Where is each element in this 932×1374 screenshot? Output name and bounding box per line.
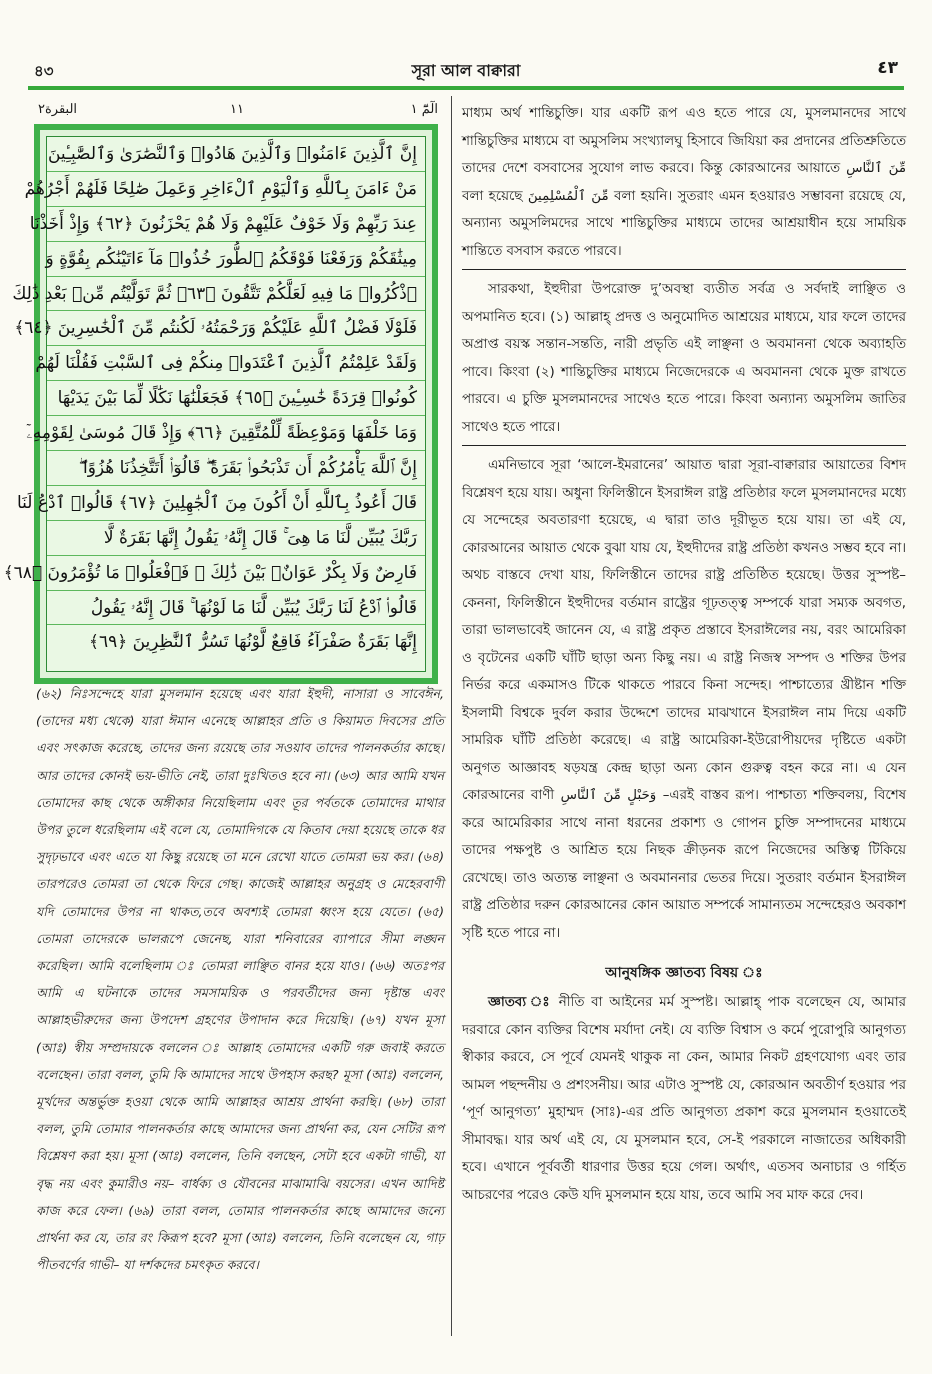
- quran-line: فَارِضٌ وَلَا بِكْرٌ عَوَانٌۢ بَيْنَ ذَٰلِكَ ۖ فَٱفْعَلُوا۟ مَا تُؤْمَرُونَ ﴿٦٨﴾: [47, 556, 425, 591]
- quran-line: وَمَا خَلْفَهَا وَمَوْعِظَةً لِّلْمُتَّقِينَ ﴿٦٦﴾ وَإِذْ قَالَ مُوسَىٰ لِقَوْمِهِۦٓ: [47, 416, 425, 451]
- note-label: জ্ঞাতব্য ঃ: [488, 995, 552, 1010]
- commentary-paragraph-4: [462, 989, 906, 1209]
- quran-panel-header: [34, 100, 442, 122]
- bengali-translation: (৬২) নিঃসন্দেহে যারা মুসলমান হয়েছে এবং যারা ইহুদী, নাসারা ও সাবেঈন, (তাদের মধ্য থেকে) যারা ঈমান এনেছে আল্লাহর প্রতি ও কিয়ামত দিবসের প্রতি এবং সৎকাজ করেছে, তাদের জন্য রয়েছে তার সওয়াব তাদের পালনকর্তার কাছে। আর তাদের কোনই ভয়-ভীতি নেই, তারা দুঃখিতও হবে না। (৬৩) আর আমি যখন তোমাদের কাছ থেকে অঙ্গীকার নিয়েছিলাম এবং তূর পর্বতকে তোমাদের মাথার উপর তুলে ধরেছিলাম এই বলে যে, তোমাদিগকে যে কিতাব দেয়া হয়েছে তাকে ধর সুদৃঢ়ভাবে এবং এতে যা কিছু রয়েছে তা মনে রেখো যাতে তোমরা ভয় কর। (৬৪) তারপরেও তোমরা তা থেকে ফিরে গেছ। কাজেই আল্লাহর অনুগ্রহ ও মেহেরবাণী যদি তোমাদের উপর না থাকত,তবে অবশ্যই তোমরা ধ্বংস হয়ে যেতে। (৬৫) তোমরা তাদেরকে ভালরূপে জেনেছ, যারা শনিবারের ব্যাপারে সীমা লঙ্ঘন করেছিল। আমি বলেছিলাম ঃ তোমরা লাঞ্ছিত বানর হয়ে যাও। (৬৬) অতঃপর আমি এ ঘটনাকে তাদের সমসাময়িক ও পরবর্তীদের জন্য দৃষ্টান্ত এবং আল্লাহভীরুদের জন্য উপদেশ গ্রহণের উপাদান করে দিয়েছি। (৬৭) যখন মূসা (আঃ) স্বীয় সম্প্রদায়কে বললেন ঃ আল্লাহ তোমাদের একটি গরু জবাই করতে বলেছেন। তারা বলল, তুমি কি আমাদের সাথে উপহাস করছ? মূসা (আঃ) বললেন, মূর্খদের অন্তর্ভুক্ত হওয়া থেকে আমি আল্লাহর আশ্রয় প্রার্থনা করছি। (৬৮) তারা বলল, তুমি তোমার পালনকর্তার কাছে আমাদের জন্য প্রার্থনা কর, যেন সেটির রূপ বিশ্লেষণ করা হয়। মূসা (আঃ) বললেন, তিনি বলছেন, সেটা হবে একটা গাভী, যা বৃদ্ধ নয় এবং কুমারীও নয়– বার্ধক্য ও যৌবনের মাঝামাঝি বয়সের। এখন আদিষ্ট কাজ করে ফেল। (৬৯) তারা বলল, তোমার পালনকর্তার কাছে আমাদের জন্যে প্রার্থনা কর যে, তার রং কিরূপ হবে? মূসা (আঃ) বললেন, তিনি বলেছেন যে, গাঢ় পীতবর্ণের গাভী– যা দর্শকদের চমৎকৃত করবে।: [36, 686, 445, 1273]
- quran-line: ٱذْكُرُوا۟ مَا فِيهِ لَعَلَّكُمْ تَتَّقُونَ ﴿٦٣﴾ ثُمَّ تَوَلَّيْتُم مِّنۢ بَعْدِ ذَٰلِكَ: [47, 277, 425, 312]
- quran-line: قَالَ أَعُوذُ بِٱللَّهِ أَنْ أَكُونَ مِنَ ٱلْجَٰهِلِينَ ﴿٦٧﴾ قَالُوا۟ ٱدْعُ لَنَا: [47, 486, 425, 521]
- commentary-paragraph-2: সারকথা, ইহুদীরা উপরোক্ত দু’অবস্থা ব্যতীত সর্বত্র ও সর্বদাই লাঞ্ছিত ও অপমানিত হবে। (১) আল্লাহ্ প্রদত্ত ও অনুমোদিত আশ্রয়ের মাধ্যমে, যার ফলে তাদের অপ্রাপ্ত বয়স্ক সন্তান-সন্ততি, নারী প্রভৃতি এই লাঞ্ছনা ও অবমাননা থেকে অব্যাহতি পাবে। কিংবা (২) শান্তিচুক্তির মাধ্যমে নিজেদেরকে এ অবমাননা থেকে মুক্ত রাখতে পারবে। এ চুক্তি মুসলমানদের সাথেও হতে পারে। কিংবা অন্যান্য অমুসলিম জাতির সাথেও হতে পারে।: [462, 282, 906, 435]
- commentary-column: [462, 100, 906, 1209]
- quran-line: مِيثَٰقَكُمْ وَرَفَعْنَا فَوْقَكُمُ ٱلطُّورَ خُذُوا۟ مَآ ءَاتَيْنَٰكُم بِقُوَّةٍ وَ: [47, 242, 425, 277]
- quran-line: وَلَقَدْ عَلِمْتُمُ ٱلَّذِينَ ٱعْتَدَوا۟ مِنكُمْ فِى ٱلسَّبْتِ فَقُلْنَا لَهُمْ: [47, 346, 425, 381]
- quran-line: رَبَّكَ يُبَيِّن لَّنَا مَا هِىَ ۚ قَالَ إِنَّهُۥ يَقُولُ إِنَّهَا بَقَرَةٌ لَّا: [47, 521, 425, 556]
- divider: [462, 445, 906, 446]
- quran-line: فَلَوْلَا فَضْلُ ٱللَّهِ عَلَيْكُمْ وَرَحْمَتُهُۥ لَكُنتُم مِّنَ ٱلْخَٰسِرِينَ ﴿٦٤﴾: [47, 311, 425, 346]
- quran-line: إِنَّهَا بَقَرَةٌ صَفْرَآءُ فَاقِعٌ لَّوْنُهَا تَسُرُّ ٱلنَّٰظِرِينَ ﴿٦٩﴾: [89, 632, 417, 653]
- quran-line: إِنَّ ٱللَّهَ يَأْمُرُكُمْ أَن تَذْبَحُوا۟ بَقَرَةً ۖ قَالُوٓا۟ أَتَتَّخِذُنَا هُزُوًا ۖ: [47, 451, 425, 486]
- quran-lines: [3, 136, 426, 672]
- ruku-number: ١١: [230, 102, 244, 117]
- section-heading: আনুষঙ্গিক জ্ঞাতব্য বিষয় ঃ: [605, 965, 763, 981]
- column-divider: [451, 96, 452, 1336]
- quran-line: إِنَّ ٱلَّذِينَ ءَامَنُوا۟ وَٱلَّذِينَ هَادُوا۟ وَٱلنَّصَٰرَىٰ وَٱلصَّٰبِـِٔينَ: [47, 137, 425, 172]
- page-number-bengali: ৪৩: [34, 62, 54, 80]
- quran-line: عِندَ رَبِّهِمْ وَلَا خَوْفٌ عَلَيْهِمْ وَلَا هُمْ يَحْزَنُونَ ﴿٦٢﴾ وَإِذْ أَخَذْنَا: [47, 207, 425, 242]
- commentary-paragraph-1: মাধ্যম অর্থ শান্তিচুক্তি। যার একটি রূপ এও হতে পারে যে, মুসলমানদের সাথে শান্তিচুক্তির মাধ্যমে বা অমুসলিম সংখ্যালঘু হিসাবে জিযিয়া কর প্রদানের প্রতিশ্রুতিতে তাদের দেশে বসবাসের সুযোগ লাভ করবে। কিন্তু কোরআনের আয়াতে مِّنَ ٱلنَّاسِ বলা হয়েছে مِّنَ ٱلْمُسْلِمِينَ বলা হয়নি। সুতরাং এমন হওয়ারও সম্ভাবনা রয়েছে যে, অন্যান্য অমুসলিমদের সাথে শান্তিচুক্তির মাধ্যমে তাদের আশ্রয়াধীন হয়ে সাময়িক শান্তিতে বসবাস করতে পারবে।: [462, 106, 906, 259]
- surah-label: البقرة٢: [38, 102, 78, 117]
- page-number-arabic: ٤٣: [877, 58, 898, 78]
- commentary-paragraph-3: এমনিভাবে সূরা ‘আলে-ইমরানের’ আয়াত দ্বারা সূরা-বাক্বারার আয়াতের বিশদ বিশ্লেষণ হয়ে যায়। অধুনা ফিলিস্তীনে ইসরাঈল রাষ্ট্র প্রতিষ্ঠার ফলে মুসলমানদের মধ্যে যে সন্দেহের অবতারণা হয়েছে, এ দ্বারা তাও দূরীভূত হয়ে যায়। তা এই যে, কোরআনের আয়াত থেকে বুঝা যায় যে, ইহুদীদের রাষ্ট্র প্রতিষ্ঠা কখনও সম্ভব হবে না। অথচ বাস্তবে দেখা যায়, ফিলিস্তীনে তাদের রাষ্ট্র প্রতিষ্ঠিত হয়েছে। উত্তর সুস্পষ্ট– কেননা, ফিলিস্তীনে ইহুদীদের বর্তমান রাষ্ট্রের গূঢ়তত্ত্ব সম্পর্কে যারা সম্যক অবগত, তারা ভালভাবেই জানেন যে, এ রাষ্ট্র প্রকৃত প্রস্তাবে ইসরাঈলের নয়, বরং আমেরিকা ও বৃটেনের একটি ঘাঁটি ছাড়া অন্য কিছু নয়। এ রাষ্ট্র নিজস্ব সম্পদ ও শক্তির উপর নির্ভর করে একমাসও টিকে থাকতে পারবে কিনা সন্দেহ। পাশ্চাত্যের খ্রীষ্টান শক্তি ইসলামী বিশ্বকে দুর্বল করার উদ্দেশে তাদের মাঝখানে ইসরাঈল নাম দিয়ে একটি সামরিক ঘাঁটি প্রতিষ্ঠা করেছে। এ রাষ্ট্র আমেরিকা-ইউরোপীয়দের দৃষ্টিতে একটা অনুগত আজ্ঞাবহ ষড়যন্ত্র কেন্দ্র ছাড়া অন্য কোন গুরুত্ব বহন করে না। এ যেন কোরআনের বাণী وَحَبْلٍ مِّنَ ٱلنَّاسِ –এরই বাস্তব রূপ। পাশ্চাত্য শক্তিবলয়, বিশেষ করে আমেরিকার সাথে নানা ধরনের প্রকাশ্য ও গোপন চুক্তি সম্পাদনের মাধ্যমে তাদের পক্ষপুষ্ট ও আশ্রিত হয়ে নিছক ক্রীড়নক রূপে নিজেদের অস্তিত্ব টিকিয়ে রেখেছে। তাও অত্যন্ত লাঞ্ছনা ও অবমাননার ভেতর দিয়ে। সুতরাং বর্তমান ইসরাঈল রাষ্ট্র প্রতিষ্ঠার দরুন কোরআনের কোন আয়াত সম্পর্কে সামান্যতম সন্দেহেরও অবকাশ সৃষ্টি হতে পারে না।: [462, 458, 907, 941]
- surah-title: সূরা আল বাক্বারা: [411, 61, 521, 80]
- quran-line: كُونُوا۟ قِرَدَةً خَٰسِـِٔينَ ﴿٦٥﴾ فَجَعَلْنَٰهَا نَكَٰلًا لِّمَا بَيْنَ يَدَيْهَا: [47, 381, 425, 416]
- divider: [462, 269, 906, 270]
- note-text: নীতি বা আইনের মর্ম সুস্পষ্ট। আল্লাহ্ পাক বলেছেন যে, আমার দরবারে কোন ব্যক্তির বিশেষ মর্যাদা নেই। যে ব্যক্তি বিশ্বাস ও কর্মে পুরোপুরি আনুগত্য স্বীকার করবে, সে পূর্বে যেমনই থাকুক না কেন, আমার নিকট গ্রহণযোগ্য এবং তার আমল পছন্দনীয় ও প্রশংসনীয়। আর এটাও সুস্পষ্ট যে, কোরআন অবতীর্ণ হওয়ার পর ‘পূর্ণ আনুগত্য’ মুহাম্মদ (সাঃ)-এর প্রতি আনুগত্য প্রকাশ করে মুসলমান হওয়াতেই সীমাবদ্ধ। যার অর্থ এই যে, যে মুসলমান হবে, সে-ই পরকালে নাজাতের অধিকারী হবে। এখানে পূর্ববর্তী ধারণার উত্তর হয়ে গেল। অর্থাৎ, এতসব অনাচার ও গর্হিত আচরণের পরেও কেউ যদি মুসলমান হয়ে যায়, তবে আমি সব মাফ করে দেব।: [462, 995, 906, 1203]
- quran-line: قَالُوا۟ ٱدْعُ لَنَا رَبَّكَ يُبَيِّن لَّنَا مَا لَوْنُهَا ۚ قَالَ إِنَّهُۥ يَقُولُ: [47, 591, 425, 626]
- header-rule: [28, 86, 904, 90]
- quran-line: مَنْ ءَامَنَ بِٱللَّهِ وَٱلْيَوْمِ ٱلْءَاخِرِ وَعَمِلَ صَٰلِحًا فَلَهُمْ أَجْرُهُمْ: [47, 172, 425, 207]
- page-header: [28, 56, 904, 82]
- quran-panel: [3, 124, 438, 684]
- para-label: الٓمّٓ ١: [410, 102, 438, 117]
